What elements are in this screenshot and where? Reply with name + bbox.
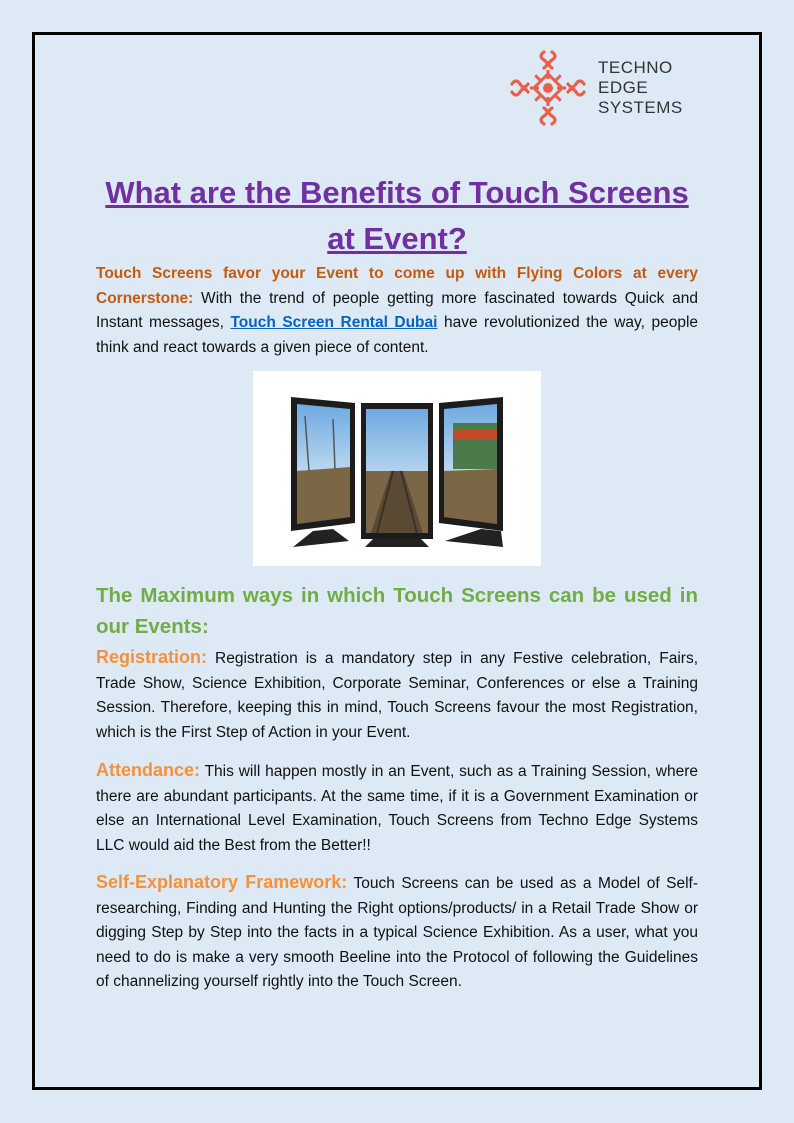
three-touch-screen-monitors-image [253, 371, 541, 566]
logo-wordmark [598, 58, 683, 118]
logo-line-3: SYSTEMS [598, 98, 683, 117]
sun-gear-logo-icon [508, 48, 588, 128]
self-explanatory-lead: Self-Explanatory Framework: [96, 872, 348, 892]
section-heading: The Maximum ways in which Touch Screens can be used in our Events: [96, 584, 698, 638]
intro-text-1: With the trend of people getting more fascinated towards Quick and Instant messages, [96, 289, 698, 331]
registration-lead: Registration: [96, 647, 208, 667]
self-explanatory-paragraph [96, 870, 698, 995]
intro-text-2: have revolutionized the way, people think and react towards a given piece of content. [96, 314, 699, 356]
registration-text: Registration is a mandatory step in any Festive celebration, Fairs, Trade Show, Science Exhibition, Corporate Seminar, Conferences or else a Training Session. Therefore, keeping this in mind, Touch Screens favour the most Registration, which is the First Step of Action in your Event. [96, 650, 698, 741]
touch-screen-rental-link[interactable]: Touch Screen Rental Dubai [230, 314, 438, 331]
logo-line-1: TECHNO [598, 58, 673, 77]
attendance-paragraph [96, 758, 698, 858]
attendance-text: This will happen mostly in an Event, such as a Training Session, where there are abundant participants. At the same time, if it is a Government Examination or else an International Level Examination, Touch Screens from Techno Edge Systems LLC would aid the Best from the Better!! [96, 763, 698, 854]
attendance-lead: Attendance: [96, 760, 201, 780]
page-title: What are the Benefits of Touch Screens at Event? [105, 175, 689, 256]
registration-paragraph [96, 645, 698, 745]
logo-line-2: EDGE [598, 78, 649, 97]
company-logo[interactable] [508, 48, 683, 128]
intro-lead: Touch Screens favor your Event to come up with Flying Colors at every Cornerstone: [96, 265, 698, 307]
intro-paragraph [96, 262, 698, 360]
self-explanatory-text: Touch Screens can be used as a Model of Self-researching, Finding and Hunting the Right options/products/ in a Retail Trade Show or digging Step by Step into the facts in a typical Science Exhibition. As a user, what you need to do is make a very smooth Beeline into the Protocol of following the Guidelines of channelizing yourself rightly into the Touch Screen. [96, 875, 698, 990]
